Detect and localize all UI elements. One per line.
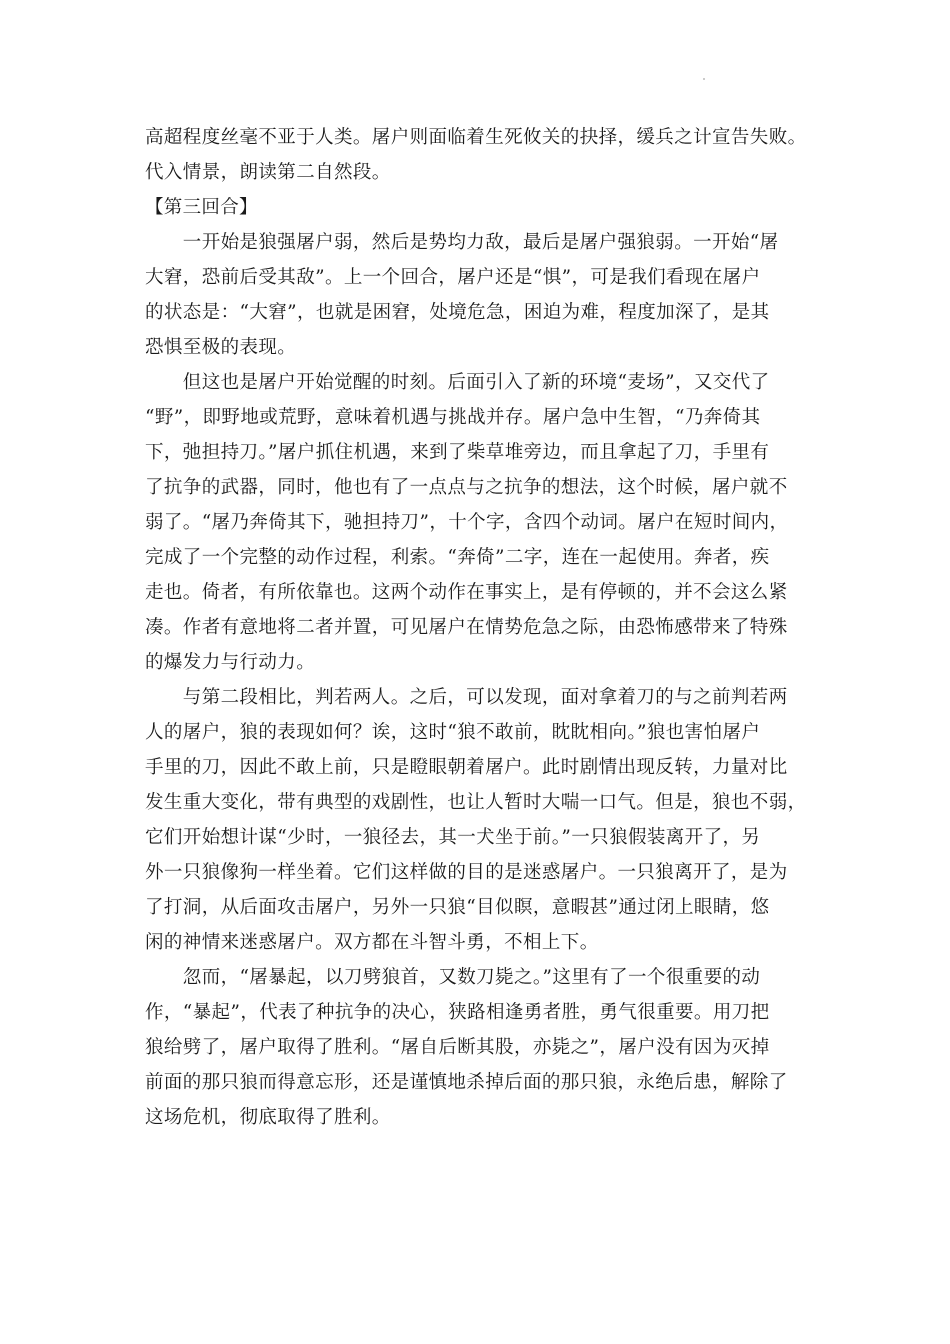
text-line: 大窘，恐前后受其敌”。上一个回合，屠户还是“惧”，可是我们看现在屠户 — [145, 267, 761, 288]
text-line: 高超程度丝毫不亚于人类。屠户则面临着生死攸关的抉择，缓兵之计宣告失败。 — [145, 127, 807, 148]
text-line: 了打洞，从后面攻击屠户，另外一只狼“目似瞑，意暇甚”通过闭上眼睛，悠 — [145, 897, 770, 918]
text-line: 的状态是：“大窘”，也就是困窘，处境危急，困迫为难，程度加深了，是其 — [145, 302, 770, 323]
text-line: 的爆发力与行动力。 — [145, 652, 316, 673]
text-line: 闲的神情来迷惑屠户。双方都在斗智斗勇，不相上下。 — [145, 932, 599, 953]
text-line: 人的屠户，狼的表现如何？诶，这时“狼不敢前，眈眈相向。”狼也害怕屠户 — [145, 722, 761, 743]
text-line: 狼给劈了，屠户取得了胜利。“屠自后断其股，亦毙之”，屠户没有因为灭掉 — [145, 1037, 770, 1058]
document-body — [145, 120, 825, 1135]
text-line: 下，弛担持刀。”屠户抓住机遇，来到了柴草堆旁边，而且拿起了刀，手里有 — [145, 442, 770, 463]
text-line: 这场危机，彻底取得了胜利。 — [145, 1107, 391, 1128]
page-dot-mark — [703, 78, 705, 80]
text-line: 但这也是屠户开始觉醒的时刻。后面引入了新的环境“麦场”，又交代了 — [145, 372, 770, 393]
text-line: 忽而，“屠暴起，以刀劈狼首，又数刀毙之。”这里有了一个很重要的动 — [145, 967, 761, 988]
text-line: 外一只狼像狗一样坐着。它们这样做的目的是迷惑屠户。一只狼离开了，是为 — [145, 862, 788, 883]
text-line: 前面的那只狼而得意忘形，还是谨慎地杀掉后面的那只狼，永绝后患，解除了 — [145, 1072, 788, 1093]
text-line: “野”，即野地或荒野，意味着机遇与挑战并存。屠户急中生智，“乃奔倚其 — [145, 407, 761, 428]
text-line: 了抗争的武器，同时，他也有了一点点与之抗争的想法，这个时候，屠户就不 — [145, 477, 788, 498]
text-line: 恐惧至极的表现。 — [145, 337, 297, 358]
text-line: 发生重大变化，带有典型的戏剧性，也让人暂时大喘一口气。但是，狼也不弱， — [145, 792, 807, 813]
text-line: 凑。作者有意地将二者并置，可见屠户在情势危急之际，由恐怖感带来了特殊 — [145, 617, 788, 638]
text-line: 它们开始想计谋“少时，一狼径去，其一犬坐于前。”一只狼假装离开了，另 — [145, 827, 761, 848]
text-line: 手里的刀，因此不敢上前，只是瞪眼朝着屠户。此时剧情出现反转，力量对比 — [145, 757, 788, 778]
text-line: 弱了。“屠乃奔倚其下，驰担持刀”，十个字，含四个动词。屠户在短时间内， — [145, 512, 789, 533]
text-line: 作，“暴起”，代表了种抗争的决心，狭路相逢勇者胜，勇气很重要。用刀把 — [145, 1002, 770, 1023]
text-line: 代入情景，朗读第二自然段。 — [145, 162, 391, 183]
text-line: 与第二段相比，判若两人。之后，可以发现，面对拿着刀的与之前判若两 — [145, 687, 788, 708]
text-line: 完成了一个完整的动作过程，利索。“奔倚”二字，连在一起使用。奔者，疾 — [145, 547, 770, 568]
text-line: 走也。倚者，有所依靠也。这两个动作在事实上，是有停顿的，并不会这么紧 — [145, 582, 788, 603]
text-line: 一开始是狼强屠户弱，然后是势均力敌，最后是屠户强狼弱。一开始“屠 — [145, 232, 779, 253]
section-heading: 【第三回合】 — [145, 197, 258, 218]
